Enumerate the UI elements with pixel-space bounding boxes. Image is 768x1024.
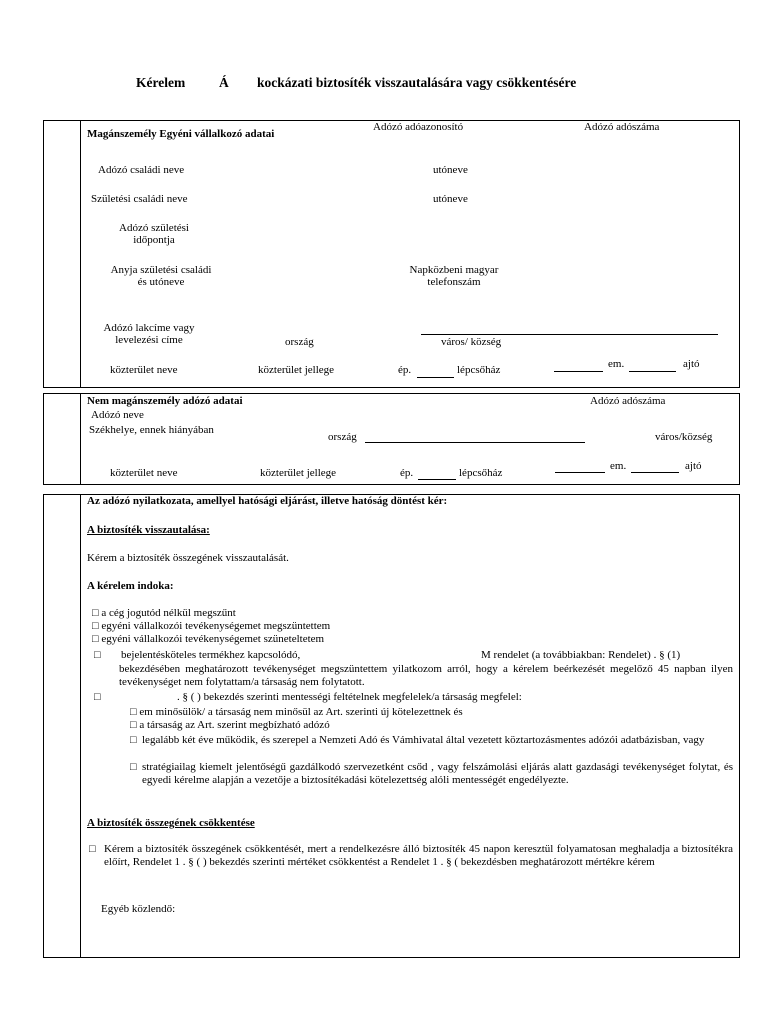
checkbox-icon[interactable]: □ [130, 734, 137, 746]
reason-option-2[interactable] [92, 620, 330, 632]
reason-option-5-label: . § ( ) bekezdés szerinti mentességi feltételnek megfelelek/a társaság megfelel: [177, 691, 522, 703]
checkbox-icon[interactable]: □ [92, 633, 99, 645]
mother-name-label-line2: és utóneve [137, 276, 185, 288]
reason-option-label: egyéni vállalkozói tevékenységemet megszüntettem [101, 620, 331, 632]
street-name-label: közterület neve [110, 467, 178, 479]
door-label: ajtó [683, 358, 700, 370]
title-part1: Kérelem [136, 75, 186, 90]
building-label: ép. [398, 364, 412, 376]
sub-option-label: a társaság az Art. szerint megbízható adózó [139, 719, 330, 731]
seat-label: Székhelye, ennek hiányában [89, 424, 214, 436]
reason-option-label: a cég jogutód nélkül megszűnt [101, 607, 236, 619]
country-fill-line[interactable] [365, 442, 585, 443]
section-heading: Nem magánszemély adózó adatai [87, 395, 243, 407]
phone-label [389, 264, 519, 288]
sub-option-1[interactable] [130, 706, 463, 718]
street-type-label: közterület jellege [260, 467, 337, 479]
checkbox-icon[interactable]: □ [92, 607, 99, 619]
birth-family-name-label: Születési családi neve [91, 193, 188, 205]
birth-date-label-line2: időpontja [133, 234, 175, 246]
page-title: kockázati biztosíték visszautalására vagy csökkentésére [257, 75, 577, 90]
checkbox-icon[interactable]: □ [89, 843, 96, 855]
sub-option-4-text: stratégiailag kiemelt jelentőségű gazdálkodó szervezetként csőd , vagy felszámolási eljárás alatt gazdasági tevékenységet folytat, és egyedi kérelme alapján a vezetője a biztosítékadási kötelezettség alóli mentességét engedélyezte. [142, 761, 733, 786]
checkbox-icon[interactable]: □ [130, 761, 137, 773]
left-margin-line [80, 495, 81, 957]
street-name-label: közterület neve [110, 364, 178, 376]
section-heading: Az adózó nyilatkozata, amellyel hatósági eljárást, illetve hatóság döntést kér: [87, 495, 448, 507]
reason-option-4-label-a: bejelentésköteles termékhez kapcsolódó, [121, 649, 301, 661]
reason-title: A kérelem indoka: [87, 580, 174, 592]
declaration-section [43, 494, 740, 958]
city-label: város/község [655, 431, 713, 443]
address-label-line2: levelezési címe [115, 334, 183, 346]
checkbox-icon[interactable]: □ [130, 706, 137, 718]
sub-option-3-text: legalább két éve működik, és szerepel a Nemzeti Adó és Vámhivatal által vezetett köztartozásmentes adózói adatbázisban, vagy [142, 734, 705, 746]
checkbox-icon[interactable]: □ [94, 649, 101, 661]
reason-option-3[interactable] [92, 633, 324, 645]
birth-date-label-line1: Adózó születési [119, 222, 189, 234]
tax-id-label: Adózó adóazonosító [373, 121, 464, 133]
birth-date-label [94, 222, 214, 246]
door-fill-line[interactable] [631, 472, 679, 473]
left-margin-line [80, 121, 81, 387]
refund-request-text: Kérem a biztosíték összegének visszautalását. [87, 552, 289, 564]
tax-number-label: Adózó adószáma [590, 395, 666, 407]
phone-label-line2: telefonszám [427, 276, 481, 288]
country-label: ország [285, 336, 314, 348]
address-label-line1: Adózó lakcíme vagy [103, 322, 195, 334]
natural-person-section [43, 120, 740, 388]
tax-number-label: Adózó adószáma [584, 121, 660, 133]
reason-option-4-text: bekezdésében meghatározott tevékenységet megszüntettem yilatkozom arról, hogy a kérelem beérkezését megelőző 45 napban ilyen tevékenységet nem folytattam/a társaság nem folytatott. [119, 663, 733, 688]
entity-name-label: Adózó neve [91, 409, 144, 421]
checkbox-icon[interactable]: □ [130, 719, 137, 731]
city-label: város/ község [441, 336, 502, 348]
stairway-label: lépcsőház [457, 364, 501, 376]
other-notes-label: Egyéb közlendő: [101, 903, 176, 915]
building-fill-line[interactable] [417, 377, 454, 378]
checkbox-icon[interactable]: □ [92, 620, 99, 632]
floor-label: em. [610, 460, 627, 472]
refund-section-title: A biztosíték visszautalása: [87, 524, 210, 536]
street-type-label: közterület jellege [258, 364, 335, 376]
birth-first-name-label: utóneve [433, 193, 468, 205]
reason-option-label: egyéni vállalkozói tevékenységemet szüneteltetem [101, 633, 325, 645]
address-fill-line[interactable] [421, 334, 718, 335]
country-label: ország [328, 431, 357, 443]
floor-label: em. [608, 358, 625, 370]
mother-name-label [86, 264, 236, 288]
legal-entity-section [43, 393, 740, 485]
family-name-label: Adózó családi neve [98, 164, 185, 176]
address-label [89, 322, 209, 346]
floor-fill-line[interactable] [554, 371, 603, 372]
first-name-label: utóneve [433, 164, 468, 176]
checkbox-icon[interactable]: □ [94, 691, 101, 703]
reduction-request-text: Kérem a biztosíték összegének csökkentését, mert a rendelkezésre álló biztosíték 45 napon keresztül folyamatosan meghaladja a biztosítékra előírt, Rendelet 1 . § ( ) bekezdés szerinti mértéket csökkentést a Rendelet 1 . § ( bekezdésben meghatározott mértékre kérem [104, 843, 733, 868]
phone-label-line1: Napközbeni magyar [409, 264, 499, 276]
reason-option-1[interactable] [92, 607, 236, 619]
reduction-section-title: A biztosíték összegének csökkentése [87, 817, 255, 829]
title-part2: Á [219, 75, 229, 90]
reason-option-4-label-b: M rendelet (a továbbiakban: Rendelet) . § (1) [481, 649, 681, 661]
sub-option-2[interactable] [130, 719, 330, 731]
building-fill-line[interactable] [418, 479, 456, 480]
floor-fill-line[interactable] [555, 472, 605, 473]
mother-name-label-line1: Anyja születési családi [110, 264, 212, 276]
door-fill-line[interactable] [629, 371, 676, 372]
left-margin-line [80, 394, 81, 484]
door-label: ajtó [685, 460, 702, 472]
stairway-label: lépcsőház [459, 467, 503, 479]
sub-option-label: em minősülök/ a társaság nem minősül az Art. szerinti új kötelezettnek és [139, 706, 463, 718]
building-label: ép. [400, 467, 414, 479]
section-heading: Magánszemély Egyéni vállalkozó adatai [87, 128, 275, 140]
